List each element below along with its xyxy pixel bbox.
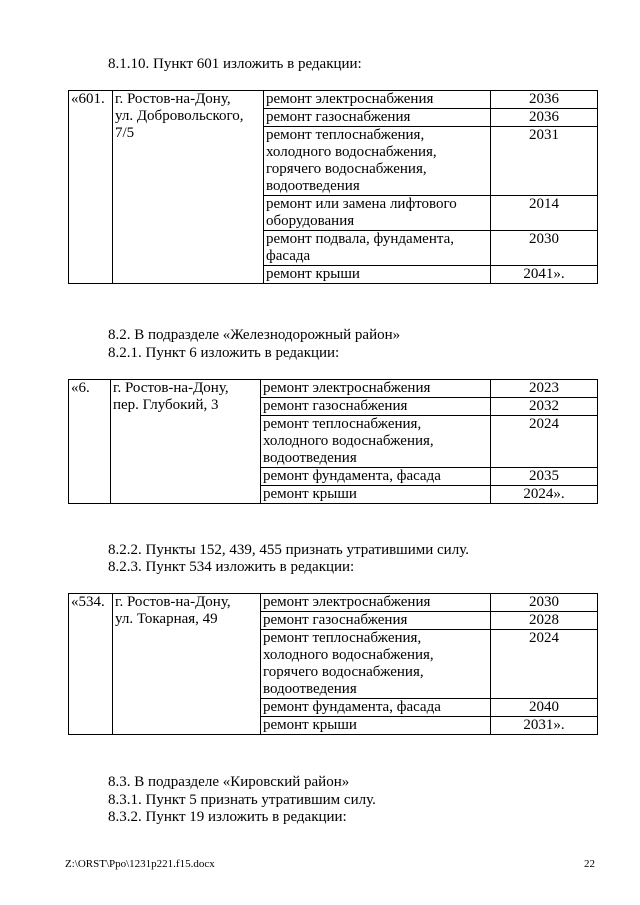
cell-text-line: ремонт газоснабжения xyxy=(266,109,411,125)
paragraph-8-3-1: 8.3.1. Пункт 5 признать утратившим силу. xyxy=(108,792,376,808)
work-type-cell xyxy=(261,486,491,504)
cell-text-line: холодного водоснабжения, xyxy=(263,647,434,663)
cell-text-line: горячего водоснабжения, xyxy=(263,664,424,680)
cell-text-line: ремонт газоснабжения xyxy=(263,398,408,414)
year-cell: 2014 xyxy=(491,196,598,231)
cell-text-line: ремонт крыши xyxy=(263,486,357,502)
paragraph-8-3-2: 8.3.2. Пункт 19 изложить в редакции: xyxy=(108,809,347,825)
footer-file-path: Z:\ORST\Ppo\1231p221.f15.docx xyxy=(65,858,215,870)
year-cell: 2024». xyxy=(491,486,598,504)
cell-text-line: ремонт или замена лифтового xyxy=(266,196,457,212)
cell-text-line: горячего водоснабжения, xyxy=(266,161,427,177)
year-cell: 2032 xyxy=(491,398,598,416)
year-cell: 2036 xyxy=(491,109,598,127)
year-cell: 2031 xyxy=(491,127,598,196)
year-cell: 2030 xyxy=(491,594,598,612)
work-type-cell xyxy=(261,612,491,630)
paragraph-8-1-10: 8.1.10. Пункт 601 изложить в редакции: xyxy=(108,56,362,72)
table-item-6 xyxy=(68,379,598,504)
cell-text-line: г. Ростов-на-Дону, xyxy=(113,380,229,396)
cell-text-line: холодного водоснабжения, xyxy=(266,144,437,160)
work-type-cell xyxy=(264,109,491,127)
cell-text-line: ул. Токарная, 49 xyxy=(115,611,218,627)
paragraph-8-3: 8.3. В подразделе «Кировский район» xyxy=(108,774,350,790)
address-cell xyxy=(111,380,261,504)
work-type-cell xyxy=(261,468,491,486)
cell-text-line: 7/5 xyxy=(115,125,135,141)
cell-text-line: оборудования xyxy=(266,213,355,229)
item-number: «6. xyxy=(69,380,111,504)
year-cell: 2040 xyxy=(491,699,598,717)
table-row xyxy=(69,594,598,612)
work-type-cell xyxy=(261,594,491,612)
cell-text-line: ремонт теплоснабжения, xyxy=(263,630,422,646)
cell-text-line: ремонт фундамента, фасада xyxy=(263,468,441,484)
address-cell xyxy=(113,594,261,735)
cell-text-line: ремонт электроснабжения xyxy=(263,380,431,396)
table-row xyxy=(69,380,598,398)
cell-text-line: фасада xyxy=(266,248,311,264)
year-cell: 2036 xyxy=(491,91,598,109)
cell-text-line: ремонт крыши xyxy=(263,717,357,733)
year-cell: 2035 xyxy=(491,468,598,486)
work-type-cell xyxy=(261,416,491,468)
address-cell xyxy=(113,91,264,284)
work-type-cell xyxy=(264,231,491,266)
cell-text-line: ремонт электроснабжения xyxy=(263,594,431,610)
paragraph-8-2-2: 8.2.2. Пункты 152, 439, 455 признать утратившими силу. xyxy=(108,542,469,558)
cell-text-line: ремонт фундамента, фасада xyxy=(263,699,441,715)
cell-text-line: водоотведения xyxy=(266,178,360,194)
cell-text-line: водоотведения xyxy=(263,681,357,697)
table-item-534 xyxy=(68,593,598,735)
cell-text-line: ремонт газоснабжения xyxy=(263,612,408,628)
paragraph-8-2: 8.2. В подразделе «Железнодорожный район» xyxy=(108,327,401,343)
cell-text-line: ремонт подвала, фундамента, xyxy=(266,231,455,247)
table-item-601 xyxy=(68,90,598,284)
cell-text-line: водоотведения xyxy=(263,450,357,466)
paragraph-8-2-3: 8.2.3. Пункт 534 изложить в редакции: xyxy=(108,559,355,575)
page-number: 22 xyxy=(584,858,595,870)
work-type-cell xyxy=(261,699,491,717)
work-type-cell xyxy=(264,196,491,231)
work-type-cell xyxy=(261,717,491,735)
paragraph-8-2-1: 8.2.1. Пункт 6 изложить в редакции: xyxy=(108,345,340,361)
work-type-cell xyxy=(264,266,491,284)
cell-text-line: ремонт крыши xyxy=(266,266,360,282)
cell-text-line: ул. Добровольского, xyxy=(115,108,244,124)
work-type-cell xyxy=(261,380,491,398)
year-cell: 2028 xyxy=(491,612,598,630)
work-type-cell xyxy=(261,398,491,416)
cell-text-line: ремонт теплоснабжения, xyxy=(266,127,425,143)
table-row xyxy=(69,91,598,109)
cell-text-line: ремонт электроснабжения xyxy=(266,91,434,107)
year-cell: 2031». xyxy=(491,717,598,735)
cell-text-line: г. Ростов-на-Дону, xyxy=(115,91,231,107)
work-type-cell xyxy=(264,91,491,109)
item-number: «534. xyxy=(69,594,113,735)
year-cell: 2023 xyxy=(491,380,598,398)
year-cell: 2030 xyxy=(491,231,598,266)
cell-text-line: ремонт теплоснабжения, xyxy=(263,416,422,432)
year-cell: 2024 xyxy=(491,630,598,699)
work-type-cell xyxy=(261,630,491,699)
year-cell: 2041». xyxy=(491,266,598,284)
year-cell: 2024 xyxy=(491,416,598,468)
cell-text-line: холодного водоснабжения, xyxy=(263,433,434,449)
item-number: «601. xyxy=(69,91,113,284)
cell-text-line: г. Ростов-на-Дону, xyxy=(115,594,231,610)
cell-text-line: пер. Глубокий, 3 xyxy=(113,397,219,413)
work-type-cell xyxy=(264,127,491,196)
